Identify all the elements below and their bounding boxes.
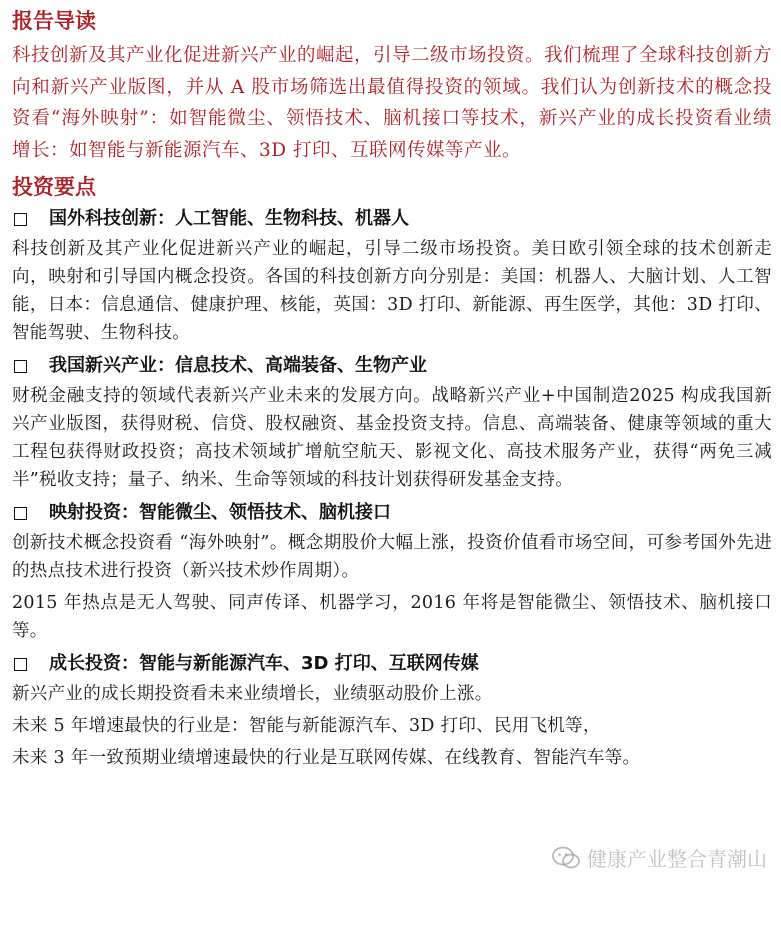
checkbox-square-icon: [14, 507, 27, 520]
investment-points-title: 投资要点: [12, 175, 96, 199]
point-paragraph: 2015 年热点是无人驾驶、同声传译、机器学习，2016 年将是智能微尘、领悟技术、脑机接口等。: [12, 593, 772, 641]
checkbox-square-icon: [14, 360, 27, 373]
point-paragraph: 财税金融支持的领域代表新兴产业未来的发展方向。战略新兴产业+中国制造2025 构成我国新兴产业版图，获得财税、信贷、股权融资、基金投资支持。信息、高端装备、健康等领域的重大工程包获得财政投资；高技术领域扩增航空航天、影视文化、高技术服务产业，获得“两免三减半”税收支持；量子、纳米、生命等领域的科技计划获得研发基金支持。: [12, 386, 772, 490]
investment-point-4: [12, 649, 772, 772]
point-heading-row: [12, 351, 772, 381]
wechat-icon: [551, 845, 581, 871]
investment-point-1: [12, 204, 772, 347]
checkbox-square-icon: [14, 658, 27, 671]
watermark: [551, 843, 767, 872]
point-paragraph: 未来 5 年增速最快的行业是：智能与新能源汽车、3D 打印、民用飞机等，: [12, 716, 601, 736]
point-paragraph: 科技创新及其产业化促进新兴产业的崛起，引导二级市场投资。美日欧引领全球的技术创新走向，映射和引导国内概念投资。各国的科技创新方向分别是：美国：机器人、大脑计划、人工智能，日本：信息通信、健康护理、核能，英国：3D 打印、新能源、再生医学，其他：3D 打印、智能驾驶、生物科技。: [12, 239, 772, 343]
point-paragraph: 未来 3 年一致预期业绩增速最快的行业是互联网传媒、在线教育、智能汽车等。: [12, 748, 641, 768]
point-heading-row: [12, 498, 772, 528]
document-page: [12, 6, 772, 776]
point-heading: 成长投资：智能与新能源汽车、3D 打印、互联网传媒: [49, 653, 479, 674]
point-paragraph: 创新技术概念投资看 “海外映射”。概念期股价大幅上涨，投资价值看市场空间，可参考国外先进的热点技术进行投资（新兴技术炒作周期）。: [12, 533, 772, 581]
point-heading: 我国新兴产业：信息技术、高端装备、生物产业: [49, 355, 427, 376]
report-intro-text: 科技创新及其产业化促进新兴产业的崛起，引导二级市场投资。我们梳理了全球科技创新方向和新兴产业版图，并从 A 股市场筛选出最值得投资的领域。我们认为创新技术的概念投资看“海外映射”：如智能微尘、领悟技术、脑机接口等技术，新兴产业的成长投资看业绩增长：如智能与新能源汽车、3D 打印、互联网传媒等产业。: [12, 45, 773, 161]
report-intro-title: 报告导读: [12, 9, 96, 33]
watermark-text: 健康产业整合青潮山: [587, 847, 767, 871]
investment-point-3: [12, 498, 772, 645]
point-paragraph: 新兴产业的成长期投资看未来业绩增长，业绩驱动股价上涨。: [12, 684, 493, 704]
investment-point-2: [12, 351, 772, 494]
point-heading-row: [12, 649, 772, 679]
point-heading: 国外科技创新：人工智能、生物科技、机器人: [49, 208, 409, 229]
point-heading: 映射投资：智能微尘、领悟技术、脑机接口: [49, 502, 391, 523]
checkbox-square-icon: [14, 213, 27, 226]
point-heading-row: [12, 204, 772, 234]
